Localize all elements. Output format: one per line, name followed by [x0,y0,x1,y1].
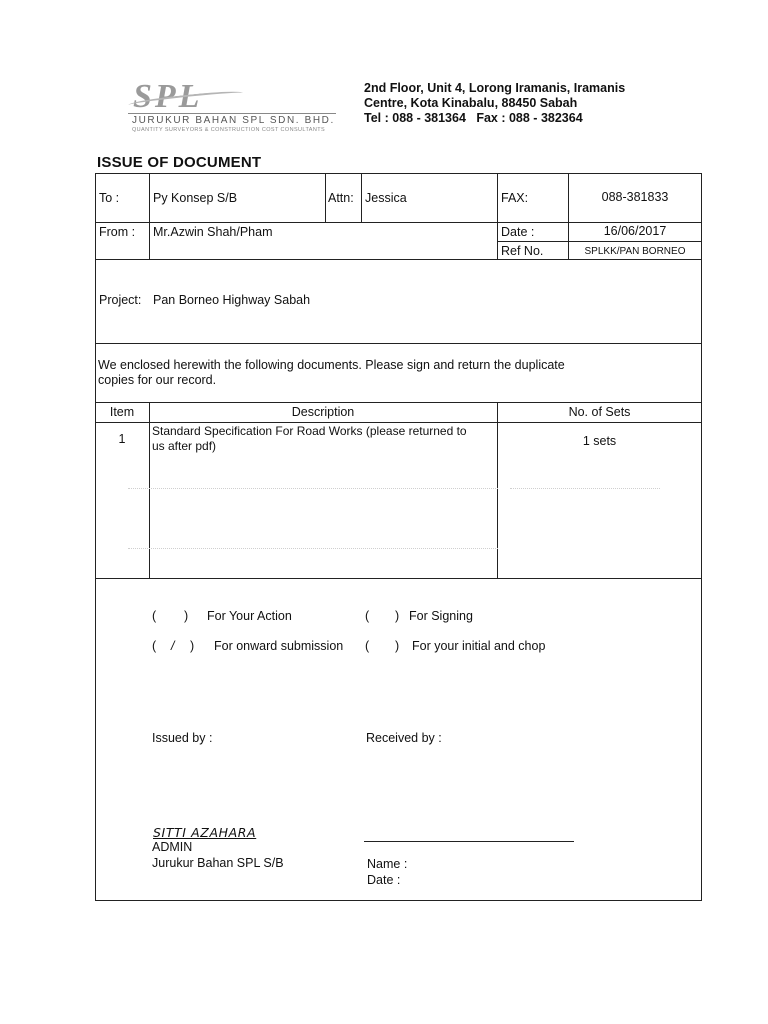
item-sets: 1 sets [582,434,617,448]
date-label: Date : [501,225,535,239]
col-divider [361,173,362,222]
purpose-for-your-action[interactable] [152,609,352,625]
checkbox-close-paren: ) [395,639,400,653]
attn-label: Attn: [328,191,354,205]
checkbox-close-paren: ) [184,609,189,623]
checkbox-open-paren: ( [365,639,370,653]
company-logo: SPL [133,78,203,115]
received-by-label: Received by : [366,731,442,745]
checkbox-open-paren: ( [365,609,370,623]
issuer-company: Jurukur Bahan SPL S/B [152,856,284,870]
logo-rule [128,113,336,114]
signature-line [364,841,574,842]
contact-line: Tel : 088 - 381364 Fax : 088 - 382364 [364,111,583,125]
receiver-date-label: Date : [367,873,401,887]
issuer-title: ADMIN [152,840,193,854]
fax-value: 088-381833 [601,190,669,204]
description-header: Description [291,405,355,419]
address-line-1: 2nd Floor, Unit 4, Lorong Iramanis, Iramanis [364,81,626,95]
row-divider [95,222,702,223]
to-value: Py Konsep S/B [153,191,238,205]
address-line-2: Centre, Kota Kinabalu, 88450 Sabah [364,96,578,110]
company-name: JURUKUR BAHAN SPL SDN. BHD. [132,115,335,126]
attn-value: Jessica [365,191,407,205]
project-value: Pan Borneo Highway Sabah [153,293,311,307]
item-description-line-1: Standard Specification For Road Works (please returned to [152,424,467,438]
from-label: From : [99,225,136,239]
checkbox-mark: / [171,639,175,653]
faint-rule [128,488,498,489]
col-divider [149,173,150,259]
row-divider [95,402,702,403]
purpose-for-signing[interactable] [365,609,565,625]
date-value: 16/06/2017 [603,224,667,238]
sets-header: No. of Sets [568,405,631,419]
row-divider [497,241,702,242]
checkbox-open-paren: ( [152,609,157,623]
purpose-label: For Your Action [207,609,292,623]
row-divider [95,343,702,344]
checkbox-close-paren: ) [395,609,400,623]
intro-line-1: We enclosed herewith the following documents. Please sign and return the duplicate [98,358,565,372]
item-description-line-2: us after pdf) [152,439,217,453]
document-title: ISSUE OF DOCUMENT [97,154,262,171]
faint-rule [128,548,498,549]
to-label: To : [99,191,120,205]
purpose-label: For onward submission [214,639,344,653]
from-value: Mr.Azwin Shah/Pham [153,225,273,239]
col-divider [325,173,326,222]
fax-label: FAX: [501,191,529,205]
issued-by-label: Issued by : [152,731,213,745]
col-divider [149,402,150,578]
col-divider [497,402,498,578]
row-divider [95,578,702,579]
purpose-label: For your initial and chop [412,639,546,653]
col-divider [497,173,498,259]
project-label: Project: [99,293,142,307]
company-tagline: QUANTITY SURVEYORS & CONSTRUCTION COST CONSULTANTS [132,127,326,133]
purpose-for-onward-submission[interactable] [152,639,362,655]
checkbox-close-paren: ) [190,639,195,653]
issuer-name: SITTI AZAHARA [153,825,257,840]
ref-value: SPLKK/PAN BORNEO [584,246,686,257]
ref-label: Ref No. [501,244,544,258]
form-frame [95,173,702,901]
item-number: 1 [118,432,126,446]
item-header: Item [109,405,135,419]
intro-line-2: copies for our record. [98,373,217,387]
purpose-label: For Signing [409,609,473,623]
row-divider [95,422,702,423]
row-divider [95,259,702,260]
purpose-for-initial-and-chop[interactable] [365,639,565,655]
receiver-name-label: Name : [367,857,408,871]
checkbox-open-paren: ( [152,639,157,653]
faint-rule [510,488,660,489]
